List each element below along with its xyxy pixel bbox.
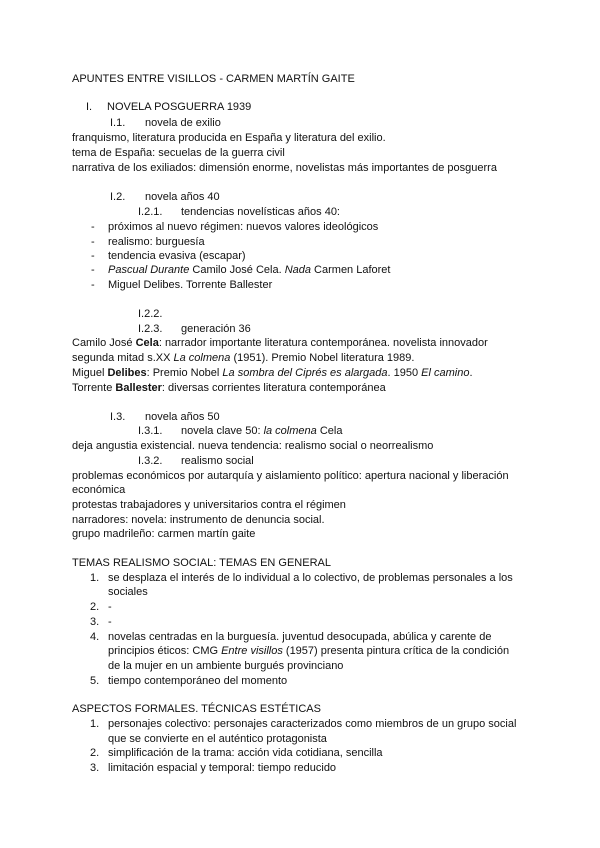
list-text: se desplaza el interés de lo individual a lo colectivo, de problemas personales a los xyxy=(108,572,513,584)
list-number: 2. xyxy=(90,747,100,759)
subsubsection-number: I.3.1. xyxy=(138,425,163,437)
subsubsection-number: I.2.3. xyxy=(138,323,163,335)
paragraph-line: narrativa de los exiliados: dimensión enorme, novelistas más importantes de posguerra xyxy=(72,162,497,174)
subsection-title: novela años 50 xyxy=(145,411,220,423)
paragraph-line: segunda mitad s.XX La colmena (1951). Premio Nobel literatura 1989. xyxy=(72,352,415,364)
list-text: - xyxy=(108,616,112,628)
bullet-dash: - xyxy=(91,264,95,276)
bullet-text: tendencia evasiva (escapar) xyxy=(108,250,246,262)
bullet-dash: - xyxy=(91,250,95,262)
paragraph-line: económica xyxy=(72,484,126,496)
list-number: 1. xyxy=(90,718,100,730)
list-text: novelas centradas en la burguesía. juventud desocupada, abúlica y carente de xyxy=(108,631,492,643)
subsubsection-title: novela clave 50: la colmena Cela xyxy=(181,425,343,437)
paragraph-line: narradores: novela: instrumento de denuncia social. xyxy=(72,514,325,526)
bullet-dash: - xyxy=(91,236,95,248)
subsection-title: novela años 40 xyxy=(145,191,220,203)
book-title: Nada xyxy=(284,264,311,276)
section-heading: TEMAS REALISMO SOCIAL: TEMAS EN GENERAL xyxy=(72,557,331,569)
list-text: limitación espacial y temporal: tiempo reducido xyxy=(108,762,337,774)
subsection-title: novela de exilio xyxy=(145,117,221,129)
bullet-text: próximos al nuevo régimen: nuevos valores ideológicos xyxy=(108,221,379,233)
paragraph-line: deja angustia existencial. nueva tendencia: realismo social o neorrealismo xyxy=(72,440,434,452)
paragraph-line: franquismo, literatura producida en España y literatura del exilio. xyxy=(72,132,386,144)
subsection-number: I.3. xyxy=(110,411,126,423)
list-text: que se convierte en el auténtico protagonista xyxy=(108,733,327,745)
book-title: Pascual Durante xyxy=(108,264,190,276)
list-text: sociales xyxy=(108,586,148,598)
list-text: principios éticos: CMG Entre visillos (1957) presenta pintura crítica de la condición xyxy=(108,645,510,657)
document-title: APUNTES ENTRE VISILLOS - CARMEN MARTÍN GAITE xyxy=(72,73,355,85)
subsubsection-number: I.2.2. xyxy=(138,308,163,320)
subsubsection-title: realismo social xyxy=(181,455,254,467)
subsection-number: I.2. xyxy=(110,191,126,203)
paragraph-line: tema de España: secuelas de la guerra civil xyxy=(72,147,285,159)
list-text: personajes colectivo: personajes caracterizados como miembros de un grupo social xyxy=(108,718,517,730)
paragraph-line: grupo madrileño: carmen martín gaite xyxy=(72,528,256,540)
subsubsection-number: I.2.1. xyxy=(138,206,163,218)
subsubsection-title: generación 36 xyxy=(181,323,251,335)
paragraph-line: Torrente Ballester: diversas corrientes literatura contemporánea xyxy=(72,382,386,394)
section-number: I. xyxy=(86,101,93,113)
list-text: simplificación de la trama: acción vida cotidiana, sencilla xyxy=(108,747,383,759)
subsubsection-number: I.3.2. xyxy=(138,455,163,467)
list-number: 3. xyxy=(90,616,100,628)
list-text: de la mujer en un ambiente burgués provinciano xyxy=(108,660,344,672)
paragraph-line: problemas económicos por autarquía y aislamiento político: apertura nacional y liberación xyxy=(72,470,509,482)
subsubsection-title: tendencias novelísticas años 40: xyxy=(181,206,340,218)
list-text: tiempo contemporáneo del momento xyxy=(108,675,288,687)
bullet-text: realismo: burguesía xyxy=(108,236,205,248)
list-number: 3. xyxy=(90,762,100,774)
bullet-dash: - xyxy=(91,279,95,291)
bullet-dash: - xyxy=(91,221,95,233)
list-number: 5. xyxy=(90,675,100,687)
paragraph-line: Camilo José Cela: narrador importante literatura contemporánea. novelista innovador xyxy=(72,337,488,349)
bullet-text: Pascual Durante Camilo José Cela. Nada Carmen Laforet xyxy=(108,264,391,276)
paragraph-line: Miguel Delibes: Premio Nobel La sombra del Ciprés es alargada. 1950 El camino. xyxy=(72,367,473,379)
list-number: 1. xyxy=(90,572,100,584)
list-number: 2. xyxy=(90,601,100,613)
list-text: - xyxy=(108,601,112,613)
list-number: 4. xyxy=(90,631,100,643)
section-heading: ASPECTOS FORMALES. TÉCNICAS ESTÉTICAS xyxy=(72,703,321,715)
section-title: NOVELA POSGUERRA 1939 xyxy=(107,101,252,113)
bullet-text: Miguel Delibes. Torrente Ballester xyxy=(108,279,273,291)
subsection-number: I.1. xyxy=(110,117,126,129)
paragraph-line: protestas trabajadores y universitarios contra el régimen xyxy=(72,499,346,511)
